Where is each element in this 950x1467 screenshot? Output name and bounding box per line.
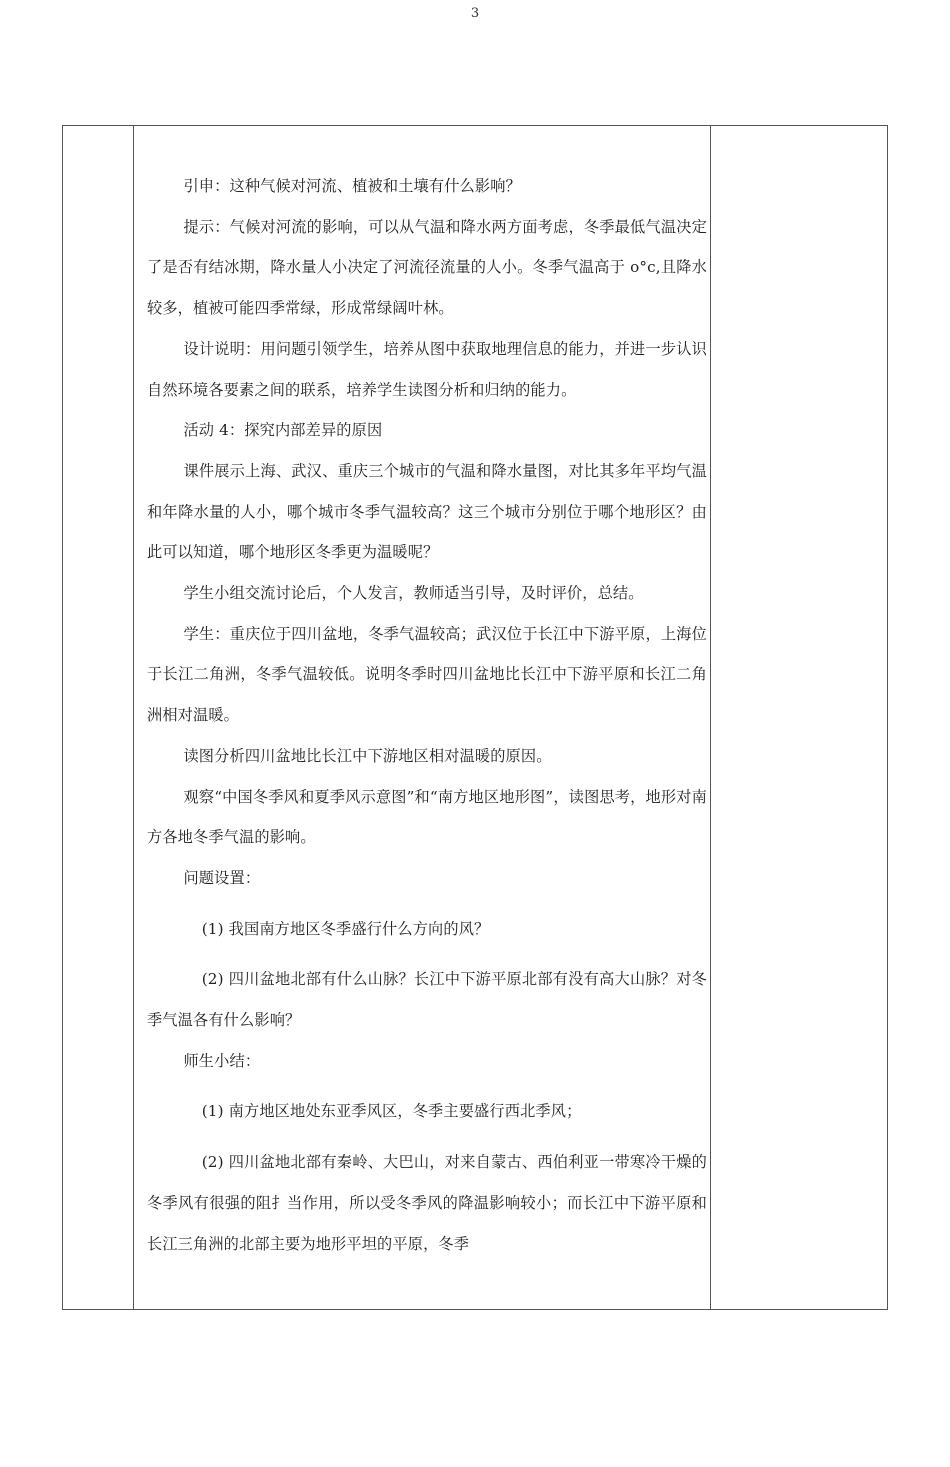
paragraph-extension-question: 引申：这种气候对河流、植被和土壤有什么影响？ (183, 177, 521, 195)
paragraph-observe-maps: 观察“中国冬季风和夏季风示意图”和“南方地区地形图”，读图思考，地形对南方各地冬季气温的影响。 (147, 787, 707, 847)
summary-item-1: (1) 南方地区地处东亚季风区，冬季主要盛行西北季风； (201, 1102, 582, 1121)
table-column-divider-left (133, 126, 134, 1309)
question-item-1: (1) 我国南方地区冬季盛行什么方向的风？ (201, 919, 490, 938)
lesson-content (147, 166, 707, 1264)
paragraph-summary-title: 师生小结： (183, 1051, 261, 1070)
paragraph-student-answer: 学生：重庆位于四川盆地，冬季气温较高；武汉位于长江中下游平原，上海位于长江二角洲，冬季气温较低。说明冬季时四川盆地比长江中下游平原和长江二角洲相对温暖。 (147, 624, 707, 725)
paragraph-question-setup: 问题设置： (183, 868, 261, 887)
paragraph-group-discussion: 学生小组交流讨论后，个人发言，教师适当引导，及时评价，总结。 (183, 584, 644, 603)
paragraph-activity-title: 活动 4：探究内部差异的原因 (183, 421, 383, 440)
table-column-divider-right (710, 126, 711, 1309)
lesson-table (62, 125, 888, 1310)
page-number: 3 (470, 6, 480, 21)
paragraph-courseware-intro: 课件展示上海、武汉、重庆三个城市的气温和降水量图，对比其多年平均气温和年降水量的人小，哪个城市冬季气温较高？这三个城市分别位于哪个地形区？由此可以知道，哪个地形区冬季更为温暖呢？ (147, 461, 707, 562)
paragraph-design-note: 设计说明：用问题引领学生，培养从图中获取地理信息的能力，并进一步认识自然环境各要素之间的联系，培养学生读图分析和归纳的能力。 (147, 339, 707, 399)
paragraph-hint: 提示：气候对河流的影响，可以从气温和降水两方面考虑，冬季最低气温决定了是否有结冰期，降水量人小决定了河流径流量的人小。冬季气温高于 o°c,且降水较多，植被可能四季常绿，形成常绿阔叶林。 (147, 217, 707, 318)
summary-item-2: (2) 四川盆地北部有秦岭、大巴山，对来自蒙古、西伯利亚一带寒冷干燥的冬季风有很强的阻扌当作用，所以受冬季风的降温影响较小；而长江中下游平原和长江三角洲的北部主要为地形平坦的平原，冬季 (147, 1153, 707, 1253)
question-item-2: (2) 四川盆地北部有什么山脉？长江中下游平原北部有没有高大山脉？对冬季气温各有什么影响？ (147, 970, 707, 1030)
paragraph-map-analysis: 读图分析四川盆地比长江中下游地区相对温暖的原因。 (183, 746, 552, 765)
